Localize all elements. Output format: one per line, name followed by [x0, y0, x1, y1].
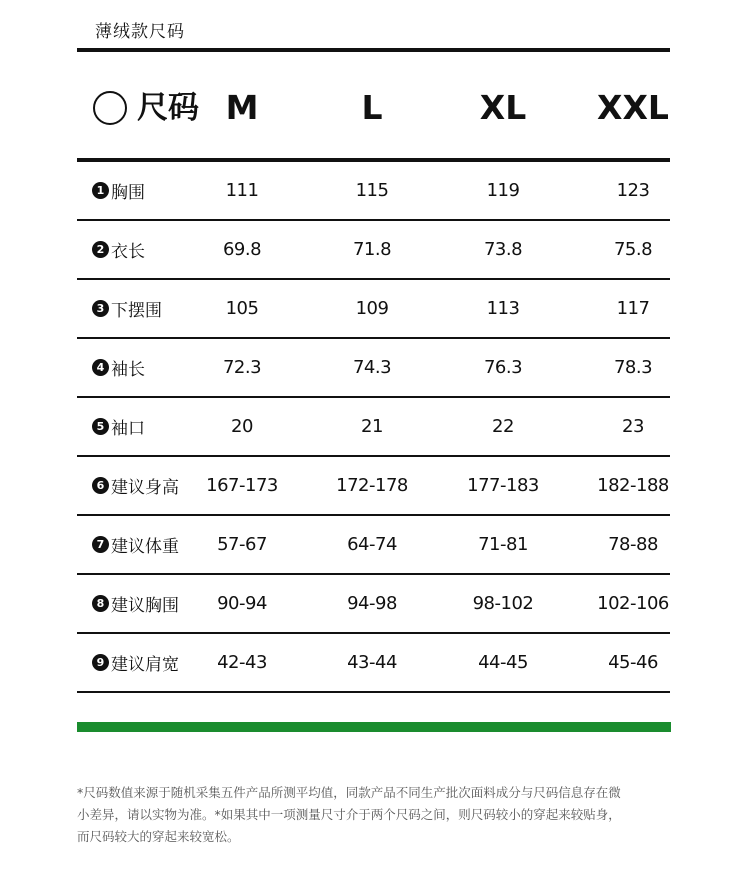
page-title: 薄绒款尺码	[95, 22, 185, 42]
size-header-row	[77, 52, 670, 158]
table-cell: 21	[361, 416, 383, 437]
table-cell: 42-43	[217, 652, 267, 673]
table-cell: 57-67	[217, 534, 267, 555]
row-label	[92, 221, 145, 278]
table-cell: 113	[486, 298, 520, 319]
table-cell: 22	[492, 416, 514, 437]
table-cell: 111	[225, 180, 259, 201]
table-cell: 90-94	[217, 593, 267, 614]
table-cell: 182-188	[597, 475, 669, 496]
measurement-name: 袖长	[111, 360, 145, 380]
row-label	[92, 339, 145, 396]
size-header-label: 尺码	[137, 90, 199, 126]
table-cell: 75.8	[613, 239, 653, 260]
table-cell: 94-98	[347, 593, 397, 614]
table-cell: 71.8	[352, 239, 392, 260]
measurement-name: 建议肩宽	[111, 655, 179, 675]
row-label	[92, 162, 145, 219]
measurement-name: 衣长	[111, 242, 145, 262]
measurement-name: 建议体重	[111, 537, 179, 557]
table-row	[77, 575, 670, 634]
measurement-name: 建议身高	[111, 478, 179, 498]
number-badge-icon: 5	[92, 418, 109, 435]
table-cell: 44-45	[478, 652, 528, 673]
size-header-xl: XL	[479, 88, 527, 127]
table-cell: 23	[622, 416, 644, 437]
table-cell: 105	[225, 298, 259, 319]
table-cell: 167-173	[206, 475, 278, 496]
row-label	[92, 634, 179, 691]
table-row	[77, 162, 670, 221]
table-row	[77, 221, 670, 280]
table-row	[77, 516, 670, 575]
row-label	[92, 516, 179, 573]
measurement-name: 建议胸围	[111, 596, 179, 616]
table-cell: 20	[231, 416, 253, 437]
table-cell: 123	[616, 180, 650, 201]
table-cell: 73.8	[483, 239, 523, 260]
table-cell: 45-46	[608, 652, 658, 673]
table-cell: 109	[355, 298, 389, 319]
row-label	[92, 398, 145, 455]
table-cell: 98-102	[472, 593, 534, 614]
measurement-name: 袖口	[111, 419, 145, 439]
table-cell: 64-74	[347, 534, 397, 555]
table-cell: 69.8	[222, 239, 262, 260]
table-cell: 119	[486, 180, 520, 201]
table-cell: 102-106	[597, 593, 669, 614]
table-cell: 115	[355, 180, 389, 201]
row-label	[92, 457, 179, 514]
table-cell: 78.3	[613, 357, 653, 378]
number-badge-icon: 1	[92, 182, 109, 199]
row-label	[92, 280, 162, 337]
number-badge-icon: 3	[92, 300, 109, 317]
footnote	[77, 782, 677, 848]
footnote-line: *尺码数值来源于随机采集五件产品所测平均值，同款产品不同生产批次面料成分与尺码信息存在微	[77, 785, 621, 800]
table-row	[77, 339, 670, 398]
table-row	[77, 398, 670, 457]
table-cell: 74.3	[352, 357, 392, 378]
table-row	[77, 634, 670, 693]
table-row	[77, 457, 670, 516]
table-cell: 76.3	[483, 357, 523, 378]
size-header-l: L	[361, 88, 383, 127]
number-badge-icon: 2	[92, 241, 109, 258]
table-cell: 172-178	[336, 475, 408, 496]
circle-icon	[93, 91, 127, 125]
number-badge-icon: 9	[92, 654, 109, 671]
table-row	[77, 280, 670, 339]
number-badge-icon: 7	[92, 536, 109, 553]
footnote-line: 而尺码较大的穿起来较宽松。	[77, 829, 240, 844]
number-badge-icon: 4	[92, 359, 109, 376]
table-cell: 72.3	[222, 357, 262, 378]
number-badge-icon: 8	[92, 595, 109, 612]
table-cell: 78-88	[608, 534, 658, 555]
number-badge-icon: 6	[92, 477, 109, 494]
accent-bar	[77, 722, 671, 732]
table-cell: 117	[616, 298, 650, 319]
size-header-xxl: XXL	[597, 88, 669, 127]
measurement-name: 下摆围	[111, 301, 162, 321]
row-label	[92, 575, 179, 632]
table-cell: 71-81	[478, 534, 528, 555]
table-cell: 43-44	[347, 652, 397, 673]
footnote-line: 小差异，请以实物为准。*如果其中一项测量尺寸介于两个尺码之间，则尺码较小的穿起来较贴身，	[77, 807, 621, 822]
size-table	[77, 162, 670, 693]
measurement-name: 胸围	[111, 183, 145, 203]
size-header-m: M	[225, 88, 259, 127]
table-cell: 177-183	[467, 475, 539, 496]
